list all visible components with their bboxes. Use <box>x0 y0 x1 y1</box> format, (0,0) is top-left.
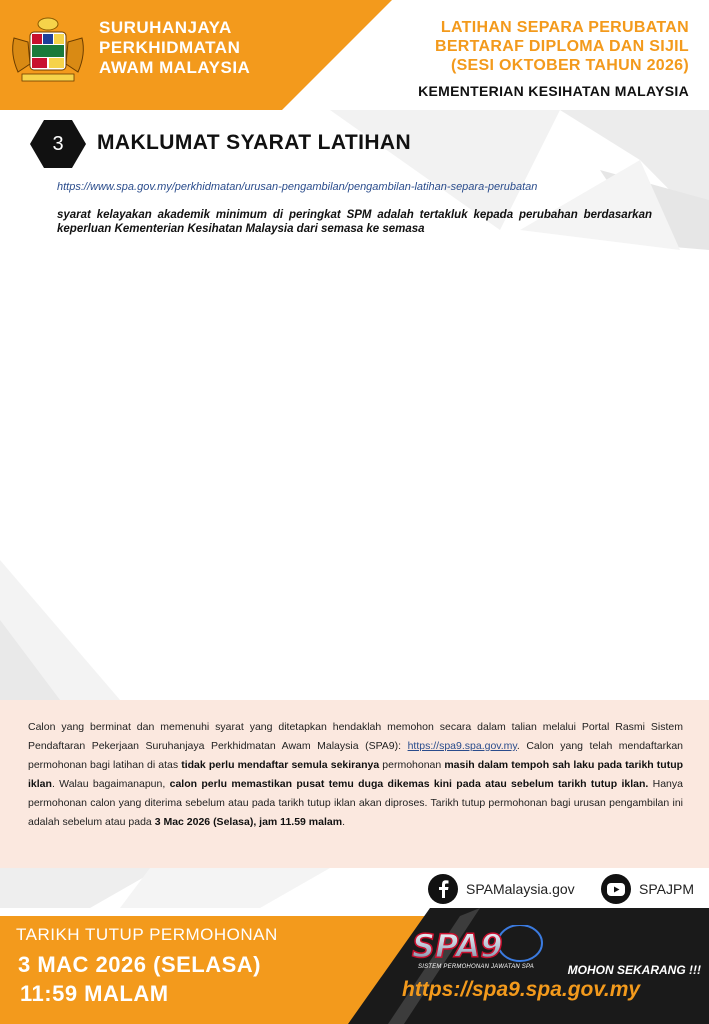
malaysia-coat-of-arms-icon <box>8 14 88 84</box>
title-line-3: (SESI OKTOBER TAHUN 2026) <box>450 57 689 74</box>
spa9-logo-subtitle: SISTEM PERMOHONAN JAWATAN SPA <box>418 964 534 970</box>
info-text-2: . Calon yang telah mendaftarkan permohonan bagi latihan di atas <box>28 740 683 771</box>
application-info-text <box>28 718 683 832</box>
agency-line-1: SURUHANJAYA <box>99 18 232 37</box>
section-note: syarat kelayakan akademik minimum di peringkat SPM adalah tertakluk kepada perubahan berdasarkan keperluan Kementerian Kesihatan Malaysia dari semasa ke semasa <box>57 209 652 235</box>
section-title: MAKLUMAT SYARAT LATIHAN <box>97 131 412 154</box>
application-info-box <box>0 700 709 868</box>
deadline-label: TARIKH TUTUP PERMOHONAN <box>16 925 278 944</box>
info-text-5: Hanya permohonan calon yang diterima sebelum atau pada tarikh tutup iklan akan diproses. Tarikh tutup permohonan bagi urusan pengambilan ini adalah sebelum atau pada <box>28 778 683 828</box>
info-text-1: Calon yang berminat dan memenuhi syarat yang ditetapkan hendaklah memohon secara dalam talian melalui Portal Rasmi Sistem Pendaftaran Pekerjaan Suruhanjaya Perkhidmatan Awam Malaysia (SPA9): <box>28 721 683 752</box>
ministry-name: KEMENTERIAN KESIHATAN MALAYSIA <box>418 83 689 99</box>
youtube-label: SPAJPM <box>639 881 694 897</box>
info-bold-4: 3 Mac 2026 (Selasa), jam 11.59 malam <box>154 816 343 828</box>
section-number: 3 <box>52 133 64 155</box>
facebook-label: SPAMalaysia.gov <box>466 881 575 897</box>
section-url-link[interactable]: https://www.spa.gov.my/perkhidmatan/urusan-pengambilan/pengambilan-latihan-separa-perubatan <box>57 181 538 193</box>
title-line-1: LATIHAN SEPARA PERUBATAN <box>440 19 689 36</box>
agency-line-3: AWAM MALAYSIA <box>99 58 251 77</box>
title-line-2: BERTARAF DIPLOMA DAN SIJIL <box>434 38 689 55</box>
apply-now-text: MOHON SEKARANG !!! <box>567 963 701 977</box>
deadline-time: 11:59 MALAM <box>20 981 169 1006</box>
agency-name <box>99 18 250 78</box>
info-text-3: permohonan <box>379 759 445 771</box>
deadline-date: 3 MAC 2026 (SELASA) <box>18 952 262 977</box>
spa9-logo-text: SPA9 <box>412 927 503 965</box>
spa9-logo <box>408 925 548 965</box>
info-bold-1: tidak perlu mendaftar semula sekiranya <box>181 759 380 771</box>
youtube-icon <box>601 874 631 904</box>
youtube-link[interactable] <box>601 874 694 904</box>
info-text-4: . Walau bagaimanapun, <box>51 778 170 790</box>
program-title <box>418 18 689 99</box>
info-bold-3: calon perlu memastikan pusat temu duga dikemas kini pada atau sebelum tarikh tutup iklan. <box>169 778 649 790</box>
info-bold-2: masih dalam tempoh sah laku pada tarikh tutup iklan <box>28 759 684 790</box>
info-text-6: . <box>342 816 345 828</box>
facebook-link[interactable] <box>428 874 575 904</box>
agency-line-2: PERKHIDMATAN <box>99 38 241 57</box>
facebook-icon <box>428 874 458 904</box>
spa9-portal-link[interactable]: https://spa9.spa.gov.my <box>407 740 517 752</box>
portal-url-link[interactable]: https://spa9.spa.gov.my <box>402 978 641 1001</box>
